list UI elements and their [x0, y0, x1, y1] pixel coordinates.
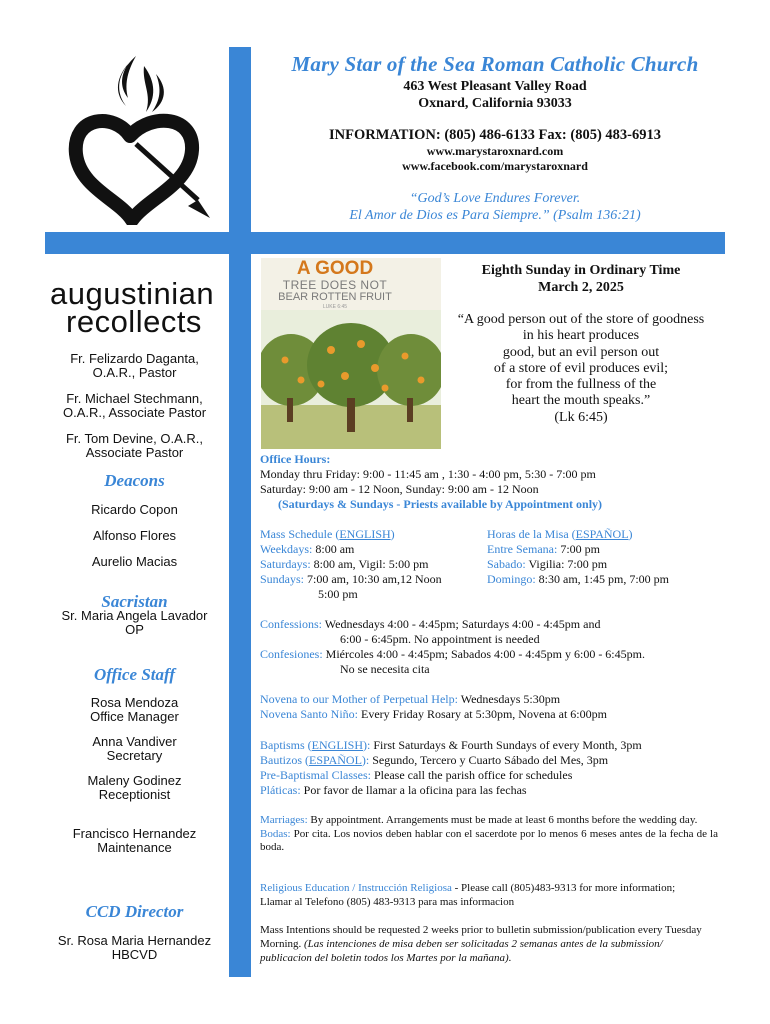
- staff-name: Francisco Hernandez: [72, 826, 197, 841]
- office-hours-label: Office Hours:: [260, 452, 331, 466]
- confessions-text: Wednesdays 4:00 - 4:45pm; Saturdays 4:00 - 4:45pm and: [322, 617, 601, 631]
- staff-role: Maintenance: [97, 840, 172, 855]
- ccd-director-heading: CCD Director: [85, 902, 184, 921]
- bautizos-label-end: ):: [361, 753, 370, 767]
- cover-title: A GOOD: [296, 258, 374, 279]
- orange-tree-icon: [261, 310, 441, 449]
- marriages-label: Marriages:: [260, 814, 308, 826]
- clergy-title: Associate Pastor: [85, 445, 184, 460]
- verse-line: of a store of evil produces evil;: [493, 360, 669, 376]
- mass-en-label-end: ): [390, 527, 395, 541]
- office-staff-heading: Office Staff: [93, 665, 176, 684]
- sabado-label: Sabado:: [487, 557, 526, 571]
- cover-ref: LUKE 6:45: [322, 304, 348, 310]
- staff-member: [27, 827, 242, 855]
- mass-intentions: [260, 923, 715, 965]
- sundays-times-cont: 5:00 pm: [318, 587, 358, 601]
- bautizos-text: Segundo, Tercero y Cuarto Sábado del Mes, 3pm: [369, 753, 609, 767]
- religious-education: [260, 881, 690, 909]
- marriages-text: By appointment. Arrangements must be made at least 6 months before the wedding day.: [307, 814, 698, 826]
- gospel-verse: [441, 312, 721, 426]
- clergy-title: O.A.R., Pastor: [92, 365, 177, 380]
- english-link[interactable]: ENGLISH: [339, 527, 391, 541]
- baptisms-english-link[interactable]: ENGLISH: [311, 738, 363, 752]
- quote-line-1: “God’s Love Endures Forever.: [409, 191, 581, 206]
- ccd-director-name: Sr. Rosa Maria Hernandez: [57, 933, 212, 948]
- mass-en-label: Mass Schedule (: [260, 527, 340, 541]
- office-hours-weekday: Monday thru Friday: 9:00 - 11:45 am , 1:30 - 4:00 pm, 5:30 - 7:00 pm: [260, 467, 596, 481]
- entre-semana-label: Entre Semana:: [487, 542, 558, 556]
- address-line-1: 463 West Pleasant Valley Road: [403, 79, 587, 94]
- bodas-text: Por cita. Los novios deben hablar con el sacerdote por lo menos 6 meses antes de la fecha de la boda.: [260, 827, 718, 853]
- weekdays-times: 8:00 am: [312, 542, 355, 556]
- novena-label: Novena to our Mother of Perpetual Help:: [260, 692, 458, 706]
- baptisms-text: First Saturdays & Fourth Sundays of every Month, 3pm: [370, 738, 642, 752]
- bautizos-label: Bautizos (: [260, 753, 309, 767]
- clergy-name: Fr. Felizardo Daganta,: [70, 351, 199, 366]
- novena-text: Wednesdays 5:30pm: [457, 692, 561, 706]
- sacristan-line2: OP: [125, 622, 144, 637]
- sacristan-line1: Sr. Maria Angela Lavador: [61, 608, 208, 623]
- sabado-times: Vigilia: 7:00 pm: [525, 557, 608, 571]
- marriages: [260, 814, 718, 855]
- mass-es-label-end: ): [628, 527, 633, 541]
- sacred-heart-icon: [48, 50, 218, 225]
- baptisms: [260, 738, 720, 798]
- platicas-label: Pláticas:: [260, 783, 301, 797]
- baptisms-label: Baptisms (: [260, 738, 312, 752]
- confessions: [260, 617, 720, 677]
- church-name: Mary Star of the Sea Roman Catholic Church: [291, 52, 699, 76]
- clergy-associate-2: [27, 432, 242, 460]
- sunday-title: Eighth Sunday in Ordinary Time: [481, 263, 681, 278]
- weekdays-label: Weekdays:: [260, 542, 313, 556]
- clergy-name: Fr. Michael Stechmann,: [66, 391, 203, 406]
- domingo-times: 8:30 am, 1:45 pm, 7:00 pm: [535, 572, 670, 586]
- deacon-name: Ricardo Copon: [91, 502, 178, 517]
- staff-member: [27, 696, 242, 724]
- verse-line: good, but an evil person out: [502, 344, 660, 360]
- sunday-date: March 2, 2025: [538, 280, 624, 295]
- ccd-director: [27, 934, 242, 962]
- bautizos-espanol-link[interactable]: ESPAÑOL: [309, 753, 362, 767]
- confesiones-text-cont: No se necesita cita: [340, 662, 430, 676]
- verse-line: (Lk 6:45): [554, 409, 608, 425]
- confesiones-label: Confesiones:: [260, 647, 323, 661]
- platicas-text: Por favor de llamar a la oficina para las fechas: [300, 783, 527, 797]
- staff-role: Office Manager: [90, 709, 179, 724]
- confessions-label: Confessions:: [260, 617, 323, 631]
- quote-line-2: El Amor de Dios es Para Siempre.” (Psalm 136:21): [349, 208, 641, 223]
- address-line-2: Oxnard, California 93033: [418, 96, 572, 111]
- mass-intentions-text: Mass Intentions should be requested 2 weeks prior to bulletin submission/publication every Tuesday Morning.: [260, 924, 702, 950]
- verse-line: in his heart produces: [522, 328, 640, 344]
- sacristan-name: [27, 609, 242, 637]
- clergy-title: O.A.R., Associate Pastor: [62, 405, 207, 420]
- office-hours-note: (Saturdays & Sundays - Priests available by Appointment only): [278, 497, 603, 511]
- verse-line: for from the fullness of the: [505, 377, 657, 393]
- confesiones-text: Miércoles 4:00 - 4:45pm; Sabados 4:00 - 4:45pm y 6:00 - 6:45pm.: [322, 647, 645, 661]
- office-hours-weekend: Saturday: 9:00 am - 12 Noon, Sunday: 9:00 am - 12 Noon: [260, 482, 539, 496]
- entre-semana-times: 7:00 pm: [557, 542, 600, 556]
- clergy-name: Fr. Tom Devine, O.A.R.,: [65, 431, 204, 446]
- deacon-name: Aurelio Macias: [91, 554, 178, 569]
- pre-baptismal-label: Pre-Baptismal Classes:: [260, 768, 371, 782]
- clergy-associate-1: [27, 392, 242, 420]
- mass-schedule-spanish: [487, 527, 717, 587]
- confessions-text-cont: 6:00 - 6:45pm. No appointment is needed: [340, 632, 540, 646]
- sundays-times: 7:00 am, 10:30 am,12 Noon: [304, 572, 442, 586]
- verse-line: “A good person out of the store of goodness: [457, 312, 705, 327]
- staff-name: Maleny Godinez: [87, 773, 182, 788]
- mass-es-label: Horas de la Misa (: [487, 527, 576, 541]
- cross-horizontal-bar: [45, 232, 725, 254]
- staff-role: Receptionist: [98, 787, 171, 802]
- facebook-link[interactable]: www.facebook.com/marystaroxnard: [402, 159, 588, 173]
- novena-santo-nino-text: Every Friday Rosary at 5:30pm, Novena at 6:00pm: [358, 707, 607, 721]
- augustinian-logo-line2: recollects: [66, 304, 202, 339]
- religious-ed-label: Religious Education / Instrucción Religiosa: [260, 882, 452, 894]
- staff-name: Anna Vandiver: [92, 734, 177, 749]
- sundays-label: Sundays:: [260, 572, 305, 586]
- tree-cover-image: [261, 258, 441, 449]
- sacristan-heading: Sacristan: [101, 592, 168, 611]
- contact-info: INFORMATION: (805) 486-6133 Fax: (805) 483-6913: [329, 127, 661, 143]
- novena-santo-nino-label: Novena Santo Niño:: [260, 707, 358, 721]
- augustinian-logo-line1: augustinian: [50, 276, 215, 311]
- saturdays-times: 8:00 am, Vigil: 5:00 pm: [310, 557, 429, 571]
- staff-name: Rosa Mendoza: [90, 695, 179, 710]
- religious-ed-text: - Please call (805)483-9313 for more information; Llamar al Telefono (805) 483-9313 para mas informacion: [260, 882, 676, 908]
- deacon-name: Alfonso Flores: [92, 528, 177, 543]
- staff-member: [27, 735, 242, 763]
- saturdays-label: Saturdays:: [260, 557, 311, 571]
- cover-subtitle-2: BEAR ROTTEN FRUIT: [278, 291, 392, 303]
- verse-line: heart the mouth speaks.”: [511, 393, 651, 409]
- espanol-link[interactable]: ESPAÑOL: [575, 527, 629, 541]
- mass-schedule-english: [260, 527, 488, 602]
- deacons-heading: Deacons: [104, 471, 165, 490]
- ccd-director-role: HBCVD: [111, 947, 158, 962]
- baptisms-label-end: ):: [363, 738, 371, 752]
- office-hours: [260, 452, 720, 512]
- bodas-label: Bodas:: [260, 827, 291, 840]
- novena: [260, 692, 720, 722]
- domingo-label: Domingo:: [487, 572, 536, 586]
- cover-subtitle-1: TREE DOES NOT: [282, 278, 388, 292]
- staff-member: [27, 774, 242, 802]
- mass-intentions-text-es: (Las intenciones de misa deben ser solicitadas 2 semanas antes de la submission/ publicacion del boletin todos los Martes por la mañana).: [260, 938, 663, 964]
- website-link[interactable]: www.marystaroxnard.com: [426, 144, 564, 158]
- pre-baptismal-text: Please call the parish office for schedules: [371, 768, 573, 782]
- staff-role: Secretary: [106, 748, 163, 763]
- clergy-pastor: [27, 352, 242, 380]
